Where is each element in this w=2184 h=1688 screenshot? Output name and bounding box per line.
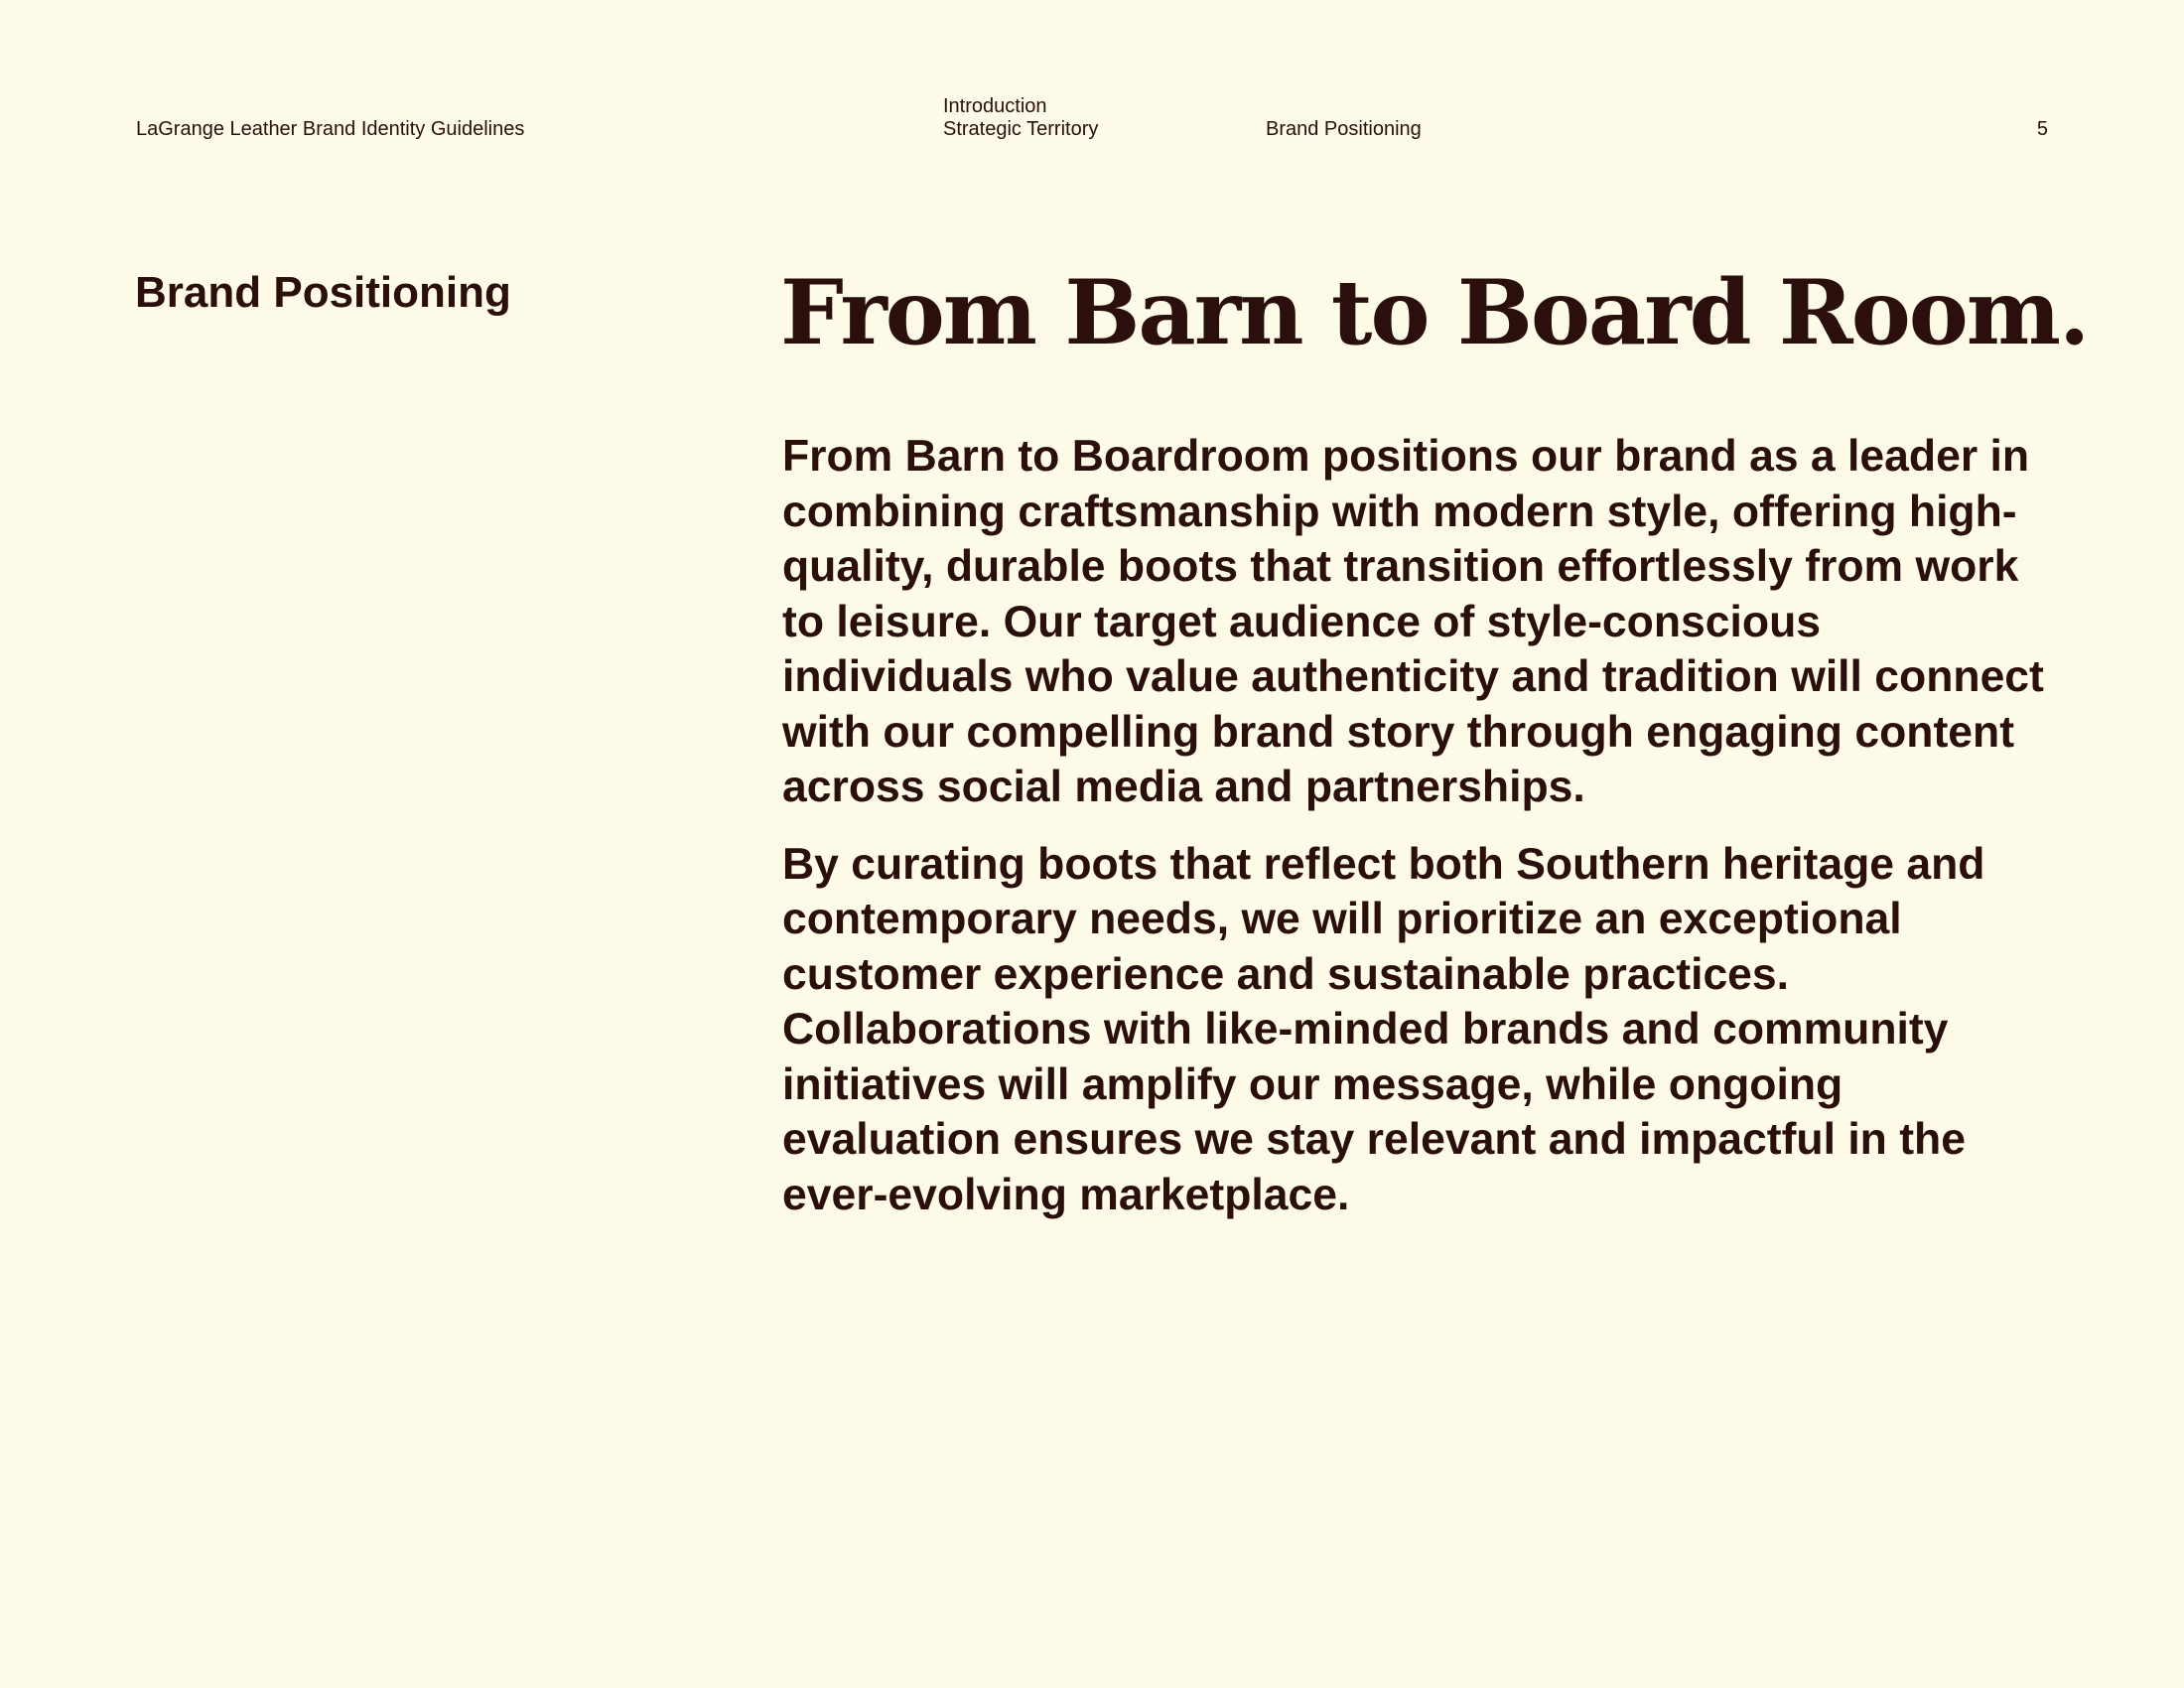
current-section-label[interactable]: Brand Positioning [1266,118,1422,140]
section-nav [943,95,1098,141]
body-copy [782,429,2063,1244]
document-title: LaGrange Leather Brand Identity Guidelines [136,118,525,140]
nav-item-strategic-territory[interactable]: Strategic Territory [943,118,1099,140]
nav-item-introduction[interactable]: Introduction [943,95,1047,117]
section-label: Brand Positioning [135,268,511,317]
body-paragraph: From Barn to Boardroom positions our brand as a leader in combining craftsmanship with modern style, offering high-quality, durable boots that transition effortlessly from work to leisure. Our target audience of style-conscious individuals who value authenticity and tradition will connect with our compelling brand story through engaging content across social media and partnerships. [782,432,2044,811]
page-number: 5 [2036,118,2048,140]
body-paragraph: By curating boots that reflect both Southern heritage and contemporary needs, we will prioritize an exceptional customer experience and sustainable practices. Collaborations with like-minded brands and community initiatives will amplify our message, while ongoing evaluation ensures we stay relevant and impactful in the ever-evolving marketplace. [782,839,1985,1219]
page-headline: From Barn to Board Room. [780,260,2089,365]
